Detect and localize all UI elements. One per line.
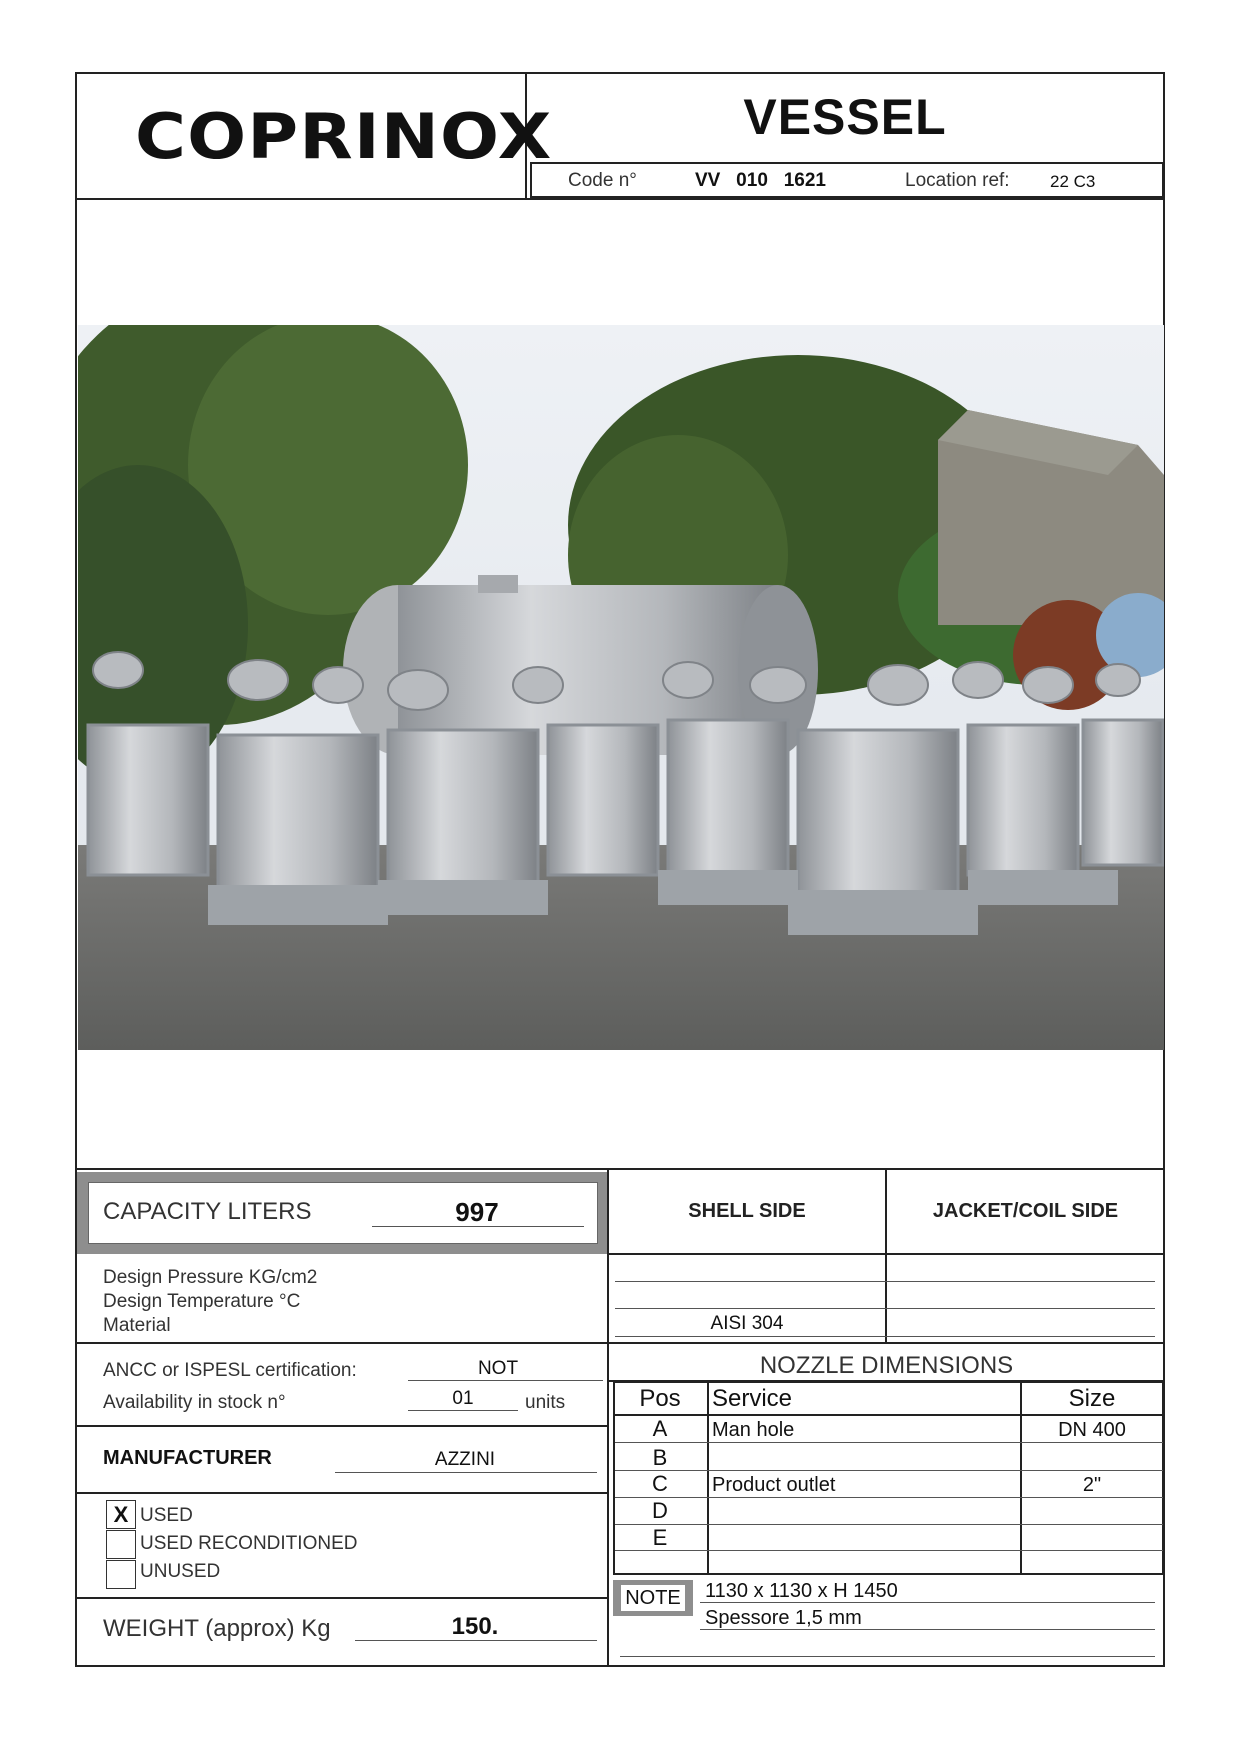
nozzle-size-header: Size: [1068, 1385, 1116, 1412]
pressure-line: [615, 1281, 1155, 1282]
certification-value: NOT: [477, 1358, 519, 1379]
nozzle-row-pos: A: [652, 1416, 668, 1441]
nozzle-row-line: [615, 1442, 1163, 1443]
code-value: VV 010 1621: [695, 170, 826, 191]
note-line-2: Spessore 1,5 mm: [705, 1607, 862, 1629]
manufacturer-value: AZZINI: [434, 1449, 496, 1470]
material-shell-value: AISI 304: [710, 1313, 784, 1334]
page-title: VESSEL: [743, 89, 947, 145]
location-label: Location ref:: [905, 170, 1010, 191]
shell-jacket-divider: [885, 1168, 887, 1342]
availability-label: Availability in stock n°: [103, 1392, 286, 1413]
jacket-side-header: JACKET/COIL SIDE: [932, 1200, 1119, 1222]
design-row-border: [77, 1342, 1165, 1344]
availability-underline: [408, 1410, 518, 1411]
availability-units: units: [525, 1392, 566, 1413]
design-pressure-label: Design Pressure KG/cm2: [103, 1267, 318, 1288]
vessel-photo: [78, 325, 1164, 1050]
nozzle-pos-divider: [707, 1381, 709, 1575]
used-reconditioned-label: USED RECONDITIONED: [140, 1533, 358, 1554]
shell-side-header: SHELL SIDE: [688, 1200, 806, 1222]
weight-value: 150.: [451, 1613, 499, 1640]
nozzle-row-service: Man hole: [712, 1419, 795, 1441]
manufacturer-label: MANUFACTURER: [103, 1447, 272, 1469]
temperature-line: [615, 1308, 1155, 1309]
certification-underline: [408, 1380, 603, 1381]
nozzle-row-pos: C: [652, 1471, 668, 1496]
material-label: Material: [103, 1315, 171, 1336]
location-value: 22 C3: [1050, 172, 1096, 191]
capacity-underline: [372, 1226, 584, 1227]
note-underline: [620, 1656, 1155, 1657]
used-checkbox[interactable]: X: [106, 1500, 136, 1529]
nozzle-row-size: 2": [1082, 1474, 1102, 1496]
design-temperature-label: Design Temperature °C: [103, 1291, 301, 1312]
manufacturer-underline: [335, 1472, 597, 1473]
used-reconditioned-checkbox[interactable]: [106, 1530, 136, 1559]
header-row-border: [607, 1253, 1165, 1255]
header-divider: [75, 198, 1165, 200]
note-underline: [700, 1602, 1155, 1603]
table-top-border: [75, 1168, 1165, 1170]
nozzle-row-pos: D: [652, 1498, 668, 1523]
condition-row-border: [77, 1597, 607, 1599]
code-label: Code n°: [568, 170, 637, 191]
certification-label: ANCC or ISPESL certification:: [103, 1360, 357, 1381]
nozzle-row-pos: B: [652, 1445, 668, 1470]
nozzle-service-header: Service: [712, 1385, 793, 1412]
lower-vertical-divider: [607, 1168, 609, 1666]
nozzle-title: NOZZLE DIMENSIONS: [759, 1352, 1014, 1379]
capacity-value: 997: [455, 1197, 499, 1227]
note-underline: [700, 1629, 1155, 1630]
availability-row-border: [77, 1425, 607, 1427]
availability-value: 01: [452, 1388, 474, 1409]
weight-underline: [355, 1640, 597, 1641]
material-line: [615, 1336, 1155, 1337]
unused-label: UNUSED: [140, 1561, 221, 1582]
nozzle-row-service: Product outlet: [712, 1474, 836, 1496]
note-line-1: 1130 x 1130 x H 1450: [705, 1580, 898, 1602]
capacity-label: CAPACITY LITERS: [103, 1198, 312, 1225]
vessel-photo-illustration: [78, 325, 1164, 1050]
nozzle-row-pos: E: [652, 1525, 668, 1550]
coprinox-logo: COPRINOX: [135, 100, 553, 173]
nozzle-pos-header: Pos: [639, 1385, 681, 1412]
nozzle-row-size: DN 400: [1058, 1419, 1126, 1441]
used-label: USED: [140, 1505, 193, 1526]
note-label: NOTE: [621, 1585, 685, 1611]
unused-checkbox[interactable]: [106, 1560, 136, 1589]
weight-label: WEIGHT (approx) Kg: [103, 1615, 331, 1642]
manufacturer-row-border: [77, 1492, 607, 1494]
